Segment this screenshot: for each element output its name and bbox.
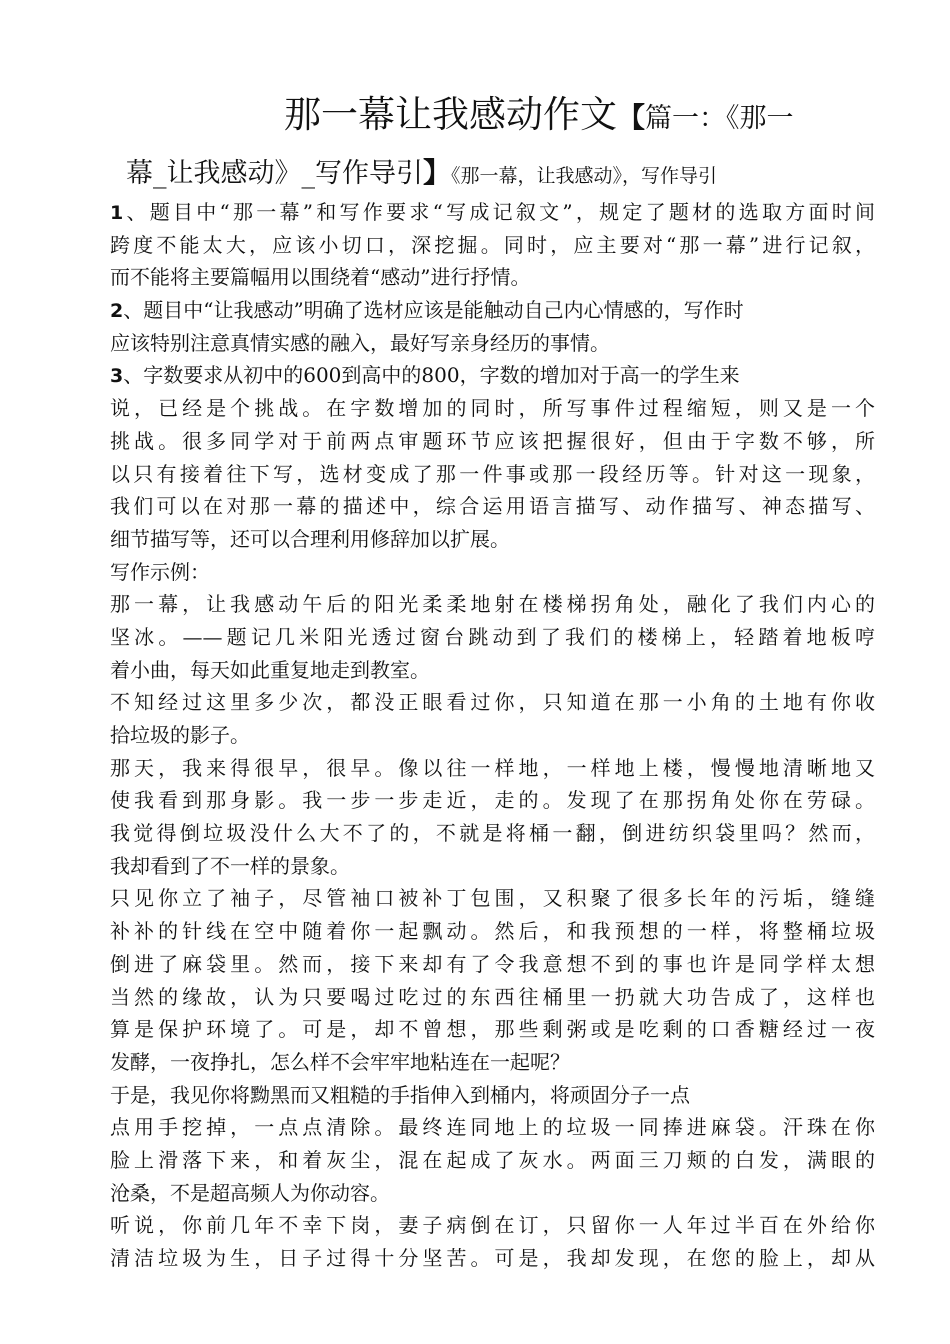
text-line [110, 523, 875, 556]
line-text: 应该特别注意真情实感的融入，最好写亲身经历的事情。 [110, 330, 610, 355]
document-title-line-1 [284, 90, 794, 147]
title-subtitle-text: 《那一幕，让我感动》，写作导引 [451, 165, 718, 187]
item-number: 2 [110, 300, 124, 323]
text-line [110, 850, 875, 883]
text-line [110, 294, 875, 327]
text-line [110, 229, 875, 262]
text-line [110, 948, 875, 981]
text-line [110, 1177, 875, 1210]
text-line [110, 425, 875, 458]
line-text: 当然的缘故，认为只要喝过吃过的东西往桶里一扔就大功告成了，这样也 [110, 984, 875, 1009]
line-text: 于是，我见你将黝黑而又粗糙的手指伸入到桶内，将顽固分子一点 [110, 1082, 690, 1107]
line-text: 脸上滑落下来，和着灰尘，混在起成了灰水。两面三刀颊的白发，满眼的 [110, 1147, 875, 1172]
title-main-text: 那一幕让我感动作文 [284, 93, 617, 136]
text-line [110, 915, 875, 948]
line-text: 、题目中“那一幕”和写作要求“写成记叙文”，规定了题材的选取方面时间 [123, 200, 875, 224]
line-text: 沧桑，不是超高频人为你动容。 [110, 1180, 390, 1205]
title-chapter-text: 篇一：《那一 [645, 103, 794, 134]
text-line [110, 556, 875, 589]
text-line [110, 1111, 875, 1144]
text-line [110, 327, 875, 360]
text-line [110, 1079, 875, 1112]
line-text: 跨度不能太大，应该小切口，深挖掘。同时，应主要对“那一幕”进行记叙， [110, 232, 875, 257]
line-text: 清洁垃圾为生，日子过得十分坚苦。可是，我却发现，在您的脸上，却从 [110, 1246, 875, 1270]
text-line [110, 981, 875, 1014]
text-line [110, 1209, 875, 1242]
line-text: 倒进了麻袋里。然而，接下来却有了令我意想不到的事也许是同学样太想 [110, 951, 875, 976]
text-line [110, 719, 875, 752]
item-number: 1 [110, 202, 124, 224]
line-text: 那一幕，让我感动午后的阳光柔柔地射在楼梯拐角处，融化了我们内心的 [110, 592, 875, 617]
line-text: 说，已经是个挑战。在字数增加的同时，所写事件过程缩短，则又是一个 [110, 396, 875, 421]
text-line [110, 490, 875, 523]
line-text: 我觉得倒垃圾没什么大不了的，不就是将桶一翻，倒进纺织袋里吗？然而， [110, 821, 875, 846]
line-text: 听说，你前几年不幸下岗，妻子病倒在订，只留你一人年过半百在外给你 [110, 1213, 875, 1238]
text-line [110, 196, 875, 229]
text-line [110, 621, 875, 654]
text-line [110, 654, 875, 687]
line-text: 点用手挖掉，一点点清除。最终连同地上的垃圾一同捧进麻袋。汗珠在你 [110, 1115, 875, 1140]
line-text: 我却看到了不一样的景象。 [110, 853, 350, 878]
document-body [110, 196, 875, 1275]
line-text: 只见你立了袖子，尽管袖口被补丁包围，又积聚了很多长年的污垢，缝缝 [110, 886, 875, 911]
title-continuation-text: 幕_让我感动》_写作导引 [126, 158, 423, 189]
line-text: 细节描写等，还可以合理利用修辞加以扩展。 [110, 526, 510, 551]
text-line [110, 261, 875, 294]
text-line [110, 686, 875, 719]
text-line [110, 1242, 875, 1275]
text-line [110, 882, 875, 915]
line-text: 使我看到那身影。我一步一步走近，走的。发现了在那拐角处你在劳碌。 [110, 788, 875, 813]
text-line [110, 817, 875, 850]
line-text: 挑战。很多同学对于前两点审题环节应该把握很好，但由于字数不够，所 [110, 428, 875, 453]
text-line [110, 752, 875, 785]
title-open-bracket: 【 [617, 101, 646, 134]
title-close-bracket: 】 [423, 156, 452, 189]
line-text: 算是保护环境了。可是，却不曾想，那些剩粥或是吃剩的口香糖经过一夜 [110, 1017, 875, 1042]
line-text: 、题目中“让我感动”明确了选材应该是能触动自己内心情感的，写作时 [123, 298, 744, 323]
text-line [110, 458, 875, 491]
item-number: 3 [110, 365, 124, 388]
line-text: 发酵，一夜挣扎，怎么样不会牢牢地粘连在一起呢？ [110, 1049, 570, 1074]
line-text: 不知经过这里多少次，都没正眼看过你，只知道在那一小角的土地有你收 [110, 690, 875, 715]
text-line [110, 1013, 875, 1046]
line-text: 着小曲，每天如此重复地走到教室。 [110, 657, 430, 682]
line-text: 写作示例： [110, 559, 210, 584]
line-text: 那天，我来得很早，很早。像以往一样地，一样地上楼，慢慢地清晰地又 [110, 755, 875, 780]
line-text: 拾垃圾的影子。 [110, 723, 250, 747]
line-text: 而不能将主要篇幅用以围绕着“感动”进行抒情。 [110, 265, 531, 290]
text-line [110, 1046, 875, 1079]
text-line [110, 359, 875, 392]
line-text: 我们可以在对那一幕的描述中，综合运用语言描写、动作描写、神态描写、 [110, 494, 875, 519]
line-text: 以只有接着往下写，选材变成了那一件事或那一段经历等。针对这一现象， [110, 461, 875, 486]
line-text: 坚冰。——题记几米阳光透过窗台跳动到了我们的楼梯上，轻踏着地板哼 [110, 624, 875, 649]
line-text: 、字数要求从初中的600到高中的800，字数的增加对于高一的学生来 [123, 363, 740, 388]
text-line [110, 588, 875, 621]
text-line [110, 392, 875, 425]
line-text: 补补的针线在空中随着你一起飘动。然后，和我预想的一样，将整桶垃圾 [110, 919, 875, 944]
text-line [110, 784, 875, 817]
text-line [110, 1144, 875, 1177]
document-title-line-2 [126, 153, 717, 197]
